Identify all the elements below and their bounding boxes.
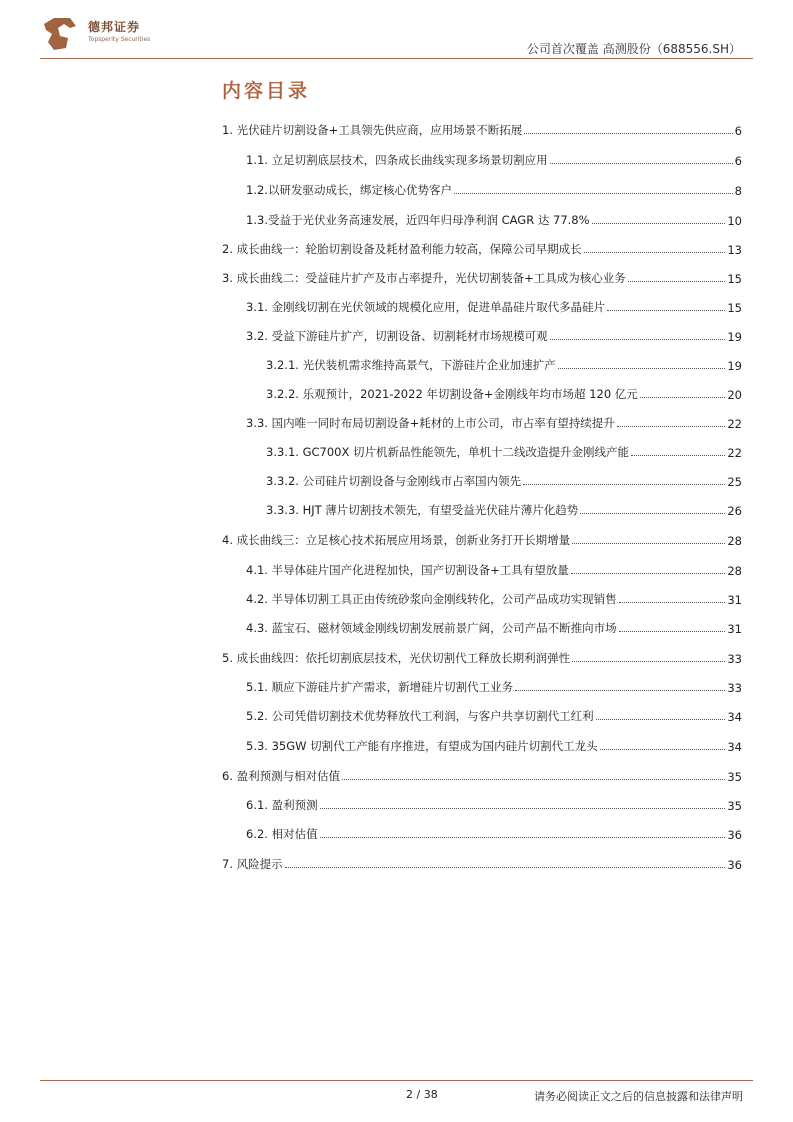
toc-entry[interactable] (246, 587, 742, 607)
toc-leader-dots (550, 339, 726, 340)
toc-entry-page: 19 (727, 330, 742, 344)
toc-entry[interactable] (246, 616, 742, 636)
toc-leader-dots (584, 252, 726, 253)
toc-entry[interactable] (246, 704, 742, 724)
toc-entry-label: 3. 成长曲线二：受益硅片扩产及市占率提升，光伏切割装备+工具成为核心业务 (222, 271, 626, 285)
toc-entry-label: 2. 成长曲线一：轮胎切割设备及耗材盈利能力较高，保障公司早期成长 (222, 242, 582, 256)
toc-entry-page: 25 (727, 475, 742, 489)
toc-entry[interactable] (246, 295, 742, 315)
toc-leader-dots (571, 573, 726, 574)
toc-entry[interactable] (222, 764, 742, 784)
brand-name-en: Topsperity Securities (88, 36, 151, 43)
toc-entry-page: 22 (727, 417, 742, 431)
toc-entry-page: 31 (727, 622, 742, 636)
toc-entry-page: 6 (734, 124, 742, 138)
footer-divider (40, 1080, 753, 1081)
toc-entry-label: 3.3. 国内唯一同时布局切割设备+耗材的上市公司，市占率有望持续提升 (246, 416, 615, 430)
toc-leader-dots (523, 484, 725, 485)
toc-entry[interactable] (222, 237, 742, 257)
toc-leader-dots (572, 661, 725, 662)
header-divider (40, 58, 753, 59)
toc-entry[interactable] (266, 440, 742, 460)
toc-entry-label: 1. 光伏硅片切割设备+工具领先供应商，应用场景不断拓展 (222, 123, 523, 137)
toc-entry-label: 3.2.2. 乐观预计，2021-2022 年切割设备+金刚线年均市场超 120 亿元 (266, 387, 638, 401)
toc-entry-page: 10 (727, 214, 742, 228)
toc-entry[interactable] (222, 528, 742, 548)
toc-leader-dots (558, 368, 726, 369)
toc-entry-label: 1.3.受益于光伏业务高速发展，近四年归母净利润 CAGR 达 77.8% (246, 213, 590, 227)
toc-entry-page: 8 (734, 184, 742, 198)
toc-entry-label: 7. 风险提示 (222, 857, 283, 871)
toc-entry-label: 3.3.1. GC700X 切片机新品性能领先，单机十二线改造提升金刚线产能 (266, 445, 629, 459)
toc-leader-dots (628, 281, 726, 282)
topsperity-logo-icon (40, 14, 80, 54)
toc-title: 内容目录 (222, 80, 311, 102)
toc-leader-dots (600, 749, 726, 750)
toc-leader-dots (454, 193, 733, 194)
toc-entry[interactable] (266, 469, 742, 489)
toc-entry-page: 15 (727, 272, 742, 286)
toc-entry-page: 20 (727, 388, 742, 402)
toc-leader-dots (640, 397, 726, 398)
toc-entry-label: 4.1. 半导体硅片国产化进程加快，国产切割设备+工具有望放量 (246, 563, 569, 577)
toc-leader-dots (342, 779, 725, 780)
toc-leader-dots (320, 837, 726, 838)
toc-entry-label: 6.2. 相对估值 (246, 827, 318, 841)
toc-entry-page: 35 (727, 770, 742, 784)
toc-entry-page: 13 (727, 243, 742, 257)
toc-entry-label: 4.2. 半导体切割工具正由传统砂浆向金刚线转化，公司产品成功实现销售 (246, 592, 617, 606)
toc-entry-label: 6. 盈利预测与相对估值 (222, 769, 341, 783)
toc-entry[interactable] (246, 822, 742, 842)
toc-entry-page: 33 (727, 681, 742, 695)
toc-entry-page: 35 (727, 799, 742, 813)
toc-leader-dots (580, 513, 725, 514)
toc-entry-page: 28 (727, 534, 742, 548)
toc-entry-page: 22 (727, 446, 742, 460)
toc-entry-label: 3.2.1. 光伏装机需求维持高景气，下游硅片企业加速扩产 (266, 358, 556, 372)
toc-entry[interactable] (246, 558, 742, 578)
toc-entry[interactable] (222, 266, 742, 286)
brand-name-cn: 德邦证券 (88, 20, 141, 34)
toc-entry[interactable] (222, 646, 742, 666)
toc-entry-label: 4. 成长曲线三：立足核心技术拓展应用场景，创新业务打开长期增量 (222, 533, 571, 547)
toc-entry-page: 34 (727, 710, 742, 724)
toc-entry[interactable] (266, 498, 742, 518)
toc-entry[interactable] (246, 148, 742, 168)
legal-disclaimer: 请务必阅读正文之后的信息披露和法律声明 (534, 1090, 743, 1103)
toc-entry[interactable] (246, 734, 742, 754)
toc-entry-label: 5. 成长曲线四：依托切割底层技术，光伏切割代工释放长期利润弹性 (222, 651, 571, 665)
toc-leader-dots (285, 867, 726, 868)
toc-entry-label: 5.2. 公司凭借切割技术优势释放代工利润，与客户共享切割代工红利 (246, 709, 594, 723)
toc-entry-label: 5.3. 35GW 切割代工产能有序推进，有望成为国内硅片切割代工龙头 (246, 739, 598, 753)
toc-entry-page: 6 (734, 154, 742, 168)
toc-leader-dots (320, 808, 726, 809)
toc-leader-dots (619, 602, 726, 603)
toc-entry-page: 28 (727, 564, 742, 578)
toc-entry[interactable] (222, 852, 742, 872)
report-info: 公司首次覆盖 高测股份（688556.SH） (526, 42, 741, 56)
toc-entry-page: 33 (727, 652, 742, 666)
toc-entry-page: 26 (727, 504, 742, 518)
toc-entry[interactable] (246, 178, 742, 198)
toc-entry-page: 15 (727, 301, 742, 315)
toc-leader-dots (631, 455, 725, 456)
toc-entry[interactable] (266, 353, 742, 373)
toc-entry-label: 3.3.2. 公司硅片切割设备与金刚线市占率国内领先 (266, 474, 522, 488)
toc-entry[interactable] (246, 793, 742, 813)
toc-entry-page: 34 (727, 740, 742, 754)
toc-entry-label: 3.1. 金刚线切割在光伏领域的规模化应用，促进单晶硅片取代多晶硅片 (246, 300, 606, 314)
toc-entry-label: 5.1. 顺应下游硅片扩产需求，新增硅片切割代工业务 (246, 680, 514, 694)
toc-leader-dots (596, 719, 726, 720)
toc-entry-page: 19 (727, 359, 742, 373)
brand-logo (40, 14, 190, 54)
toc-leader-dots (524, 133, 732, 134)
toc-entry[interactable] (222, 118, 742, 138)
toc-entry-label: 3.3.3. HJT 薄片切割技术领先，有望受益光伏硅片薄片化趋势 (266, 503, 579, 517)
toc-entry[interactable] (246, 208, 742, 228)
toc-entry-label: 4.3. 蓝宝石、磁材领域金刚线切割发展前景广阔，公司产品不断推向市场 (246, 621, 617, 635)
toc-leader-dots (619, 631, 726, 632)
toc-leader-dots (607, 310, 725, 311)
toc-entry-label: 3.2. 受益下游硅片扩产，切割设备、切割耗材市场规模可观 (246, 329, 548, 343)
toc-leader-dots (617, 426, 726, 427)
toc-entry-label: 1.1. 立足切割底层技术，四条成长曲线实现多场景切割应用 (246, 153, 548, 167)
toc-entry-label: 6.1. 盈利预测 (246, 798, 318, 812)
toc-entry-label: 1.2.以研发驱动成长，绑定核心优势客户 (246, 183, 452, 197)
toc-leader-dots (572, 543, 725, 544)
toc-entry[interactable] (246, 324, 742, 344)
toc-leader-dots (515, 690, 725, 691)
toc-entry-page: 36 (727, 828, 742, 842)
toc-entry-page: 36 (727, 858, 742, 872)
toc-leader-dots (550, 163, 733, 164)
page-number: 2 / 38 (406, 1088, 438, 1101)
toc-entry-page: 31 (727, 593, 742, 607)
toc-entry[interactable] (266, 382, 742, 402)
toc-entry[interactable] (246, 411, 742, 431)
toc-leader-dots (592, 223, 726, 224)
toc-entry[interactable] (246, 675, 742, 695)
